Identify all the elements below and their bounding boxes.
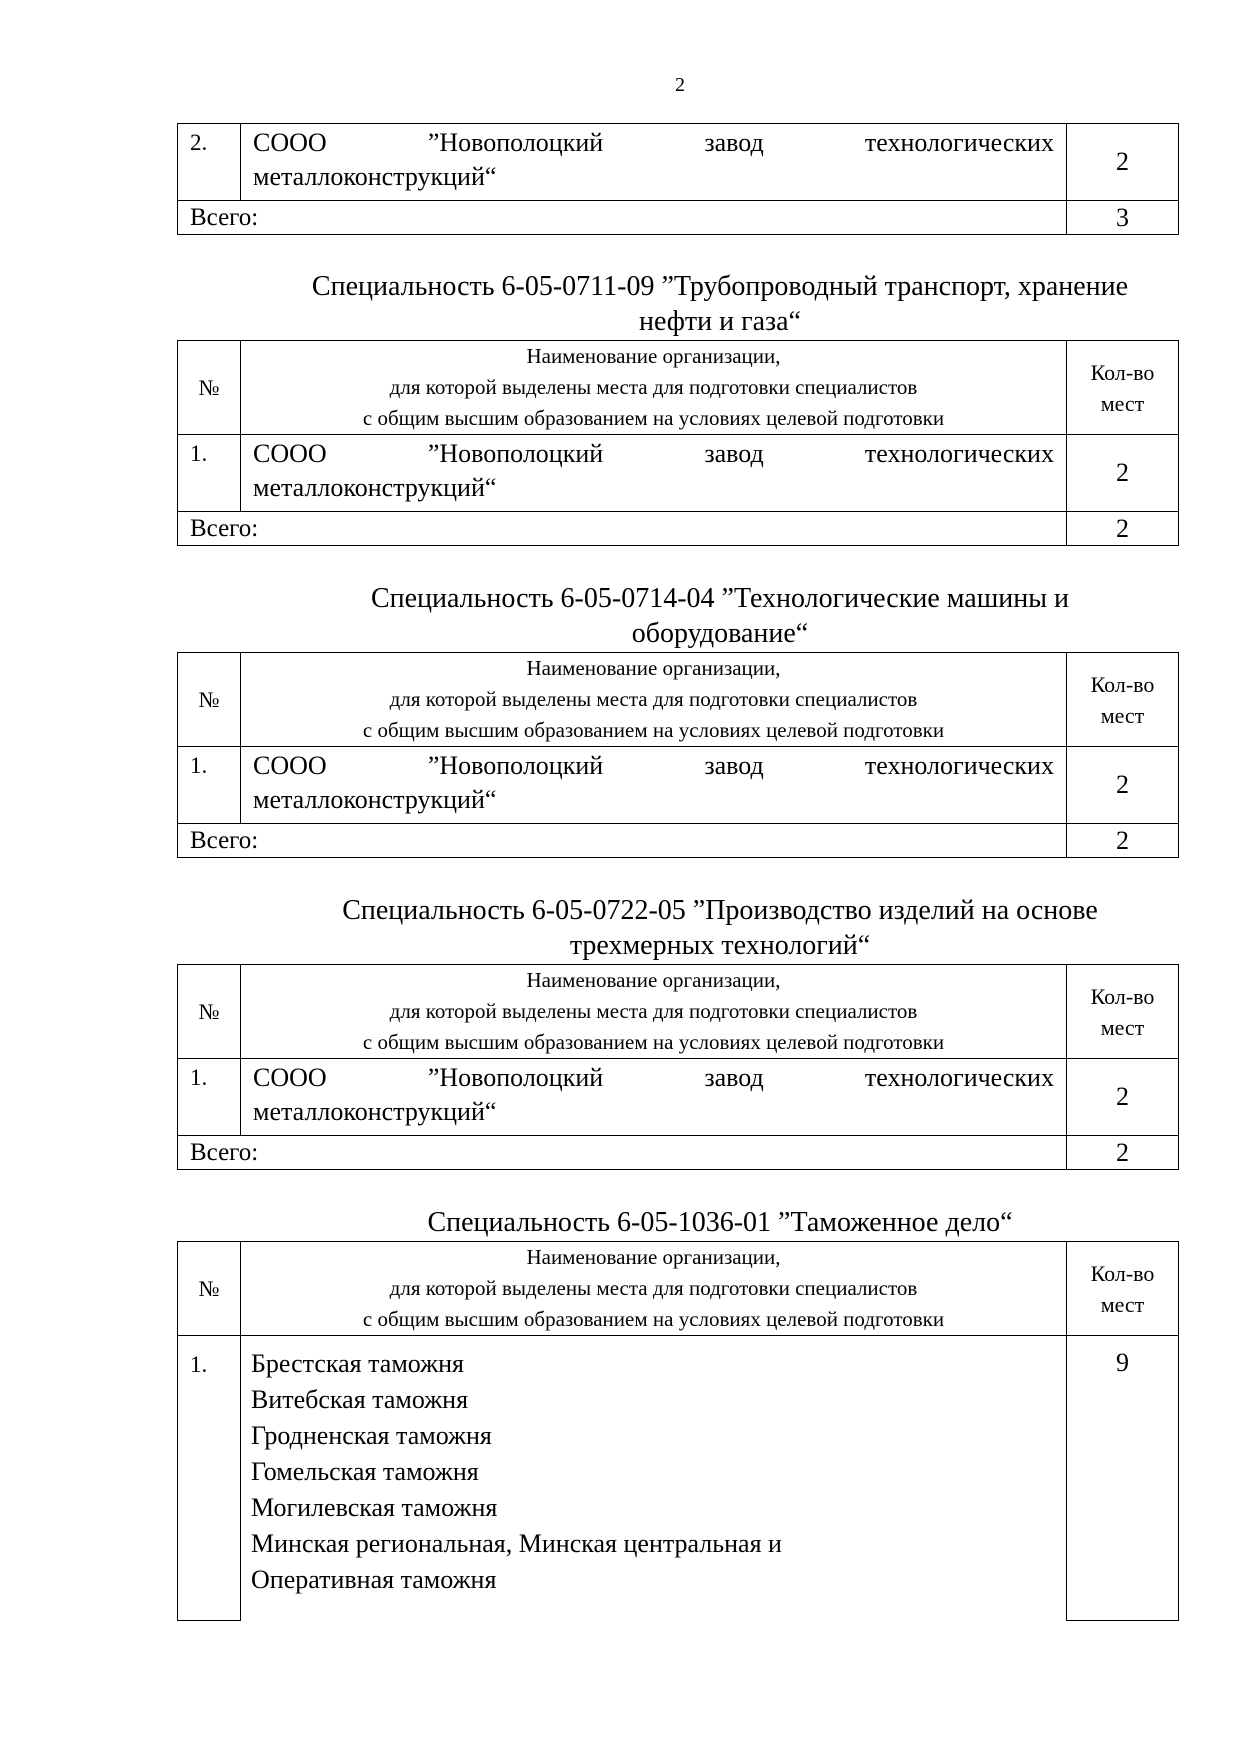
row-number: 1. [178, 1059, 241, 1136]
total-row [178, 201, 1179, 235]
header-line: мест [1100, 1014, 1145, 1040]
org-line-2: металлоконструкций“ [253, 785, 497, 814]
list-item: Могилевская таможня [251, 1493, 498, 1522]
org-word: ”Новополоцкий [427, 751, 604, 780]
section-title-line-2: нефти и газа“ [639, 306, 801, 337]
section-table-block [177, 652, 1178, 858]
section-table [177, 964, 1179, 1170]
total-row [178, 1136, 1179, 1170]
section-table-block [177, 340, 1178, 546]
list-item: Гродненская таможня [251, 1421, 492, 1450]
org-word: технологических [864, 751, 1054, 780]
header-num: № [178, 965, 241, 1059]
header-line: Кол-во [1090, 983, 1155, 1009]
places-count: 2 [1067, 747, 1179, 824]
row-number: 1. [178, 1336, 241, 1621]
org-word: ”Новополоцкий [427, 439, 604, 468]
section-title-line-1: Специальность 6-05-0711-09 ”Трубопроводный транспорт, хранение [311, 271, 1129, 302]
header-line: с общим высшим образованием на условиях целевой подготовки [362, 406, 945, 430]
header-line: Наименование организации, [526, 344, 781, 368]
table-header-row [178, 341, 1179, 435]
org-word: технологических [864, 1063, 1054, 1092]
table-header-row [178, 1242, 1179, 1336]
row-number: 2. [178, 124, 241, 201]
customs-table-block [177, 1241, 1178, 1621]
customs-table [177, 1241, 1179, 1621]
total-value: 2 [1067, 1136, 1179, 1170]
org-word: ”Новополоцкий [427, 128, 604, 157]
org-line-2: металлоконструкций“ [253, 162, 497, 191]
total-label: Всего: [178, 824, 1067, 858]
section-title [250, 1205, 1190, 1240]
total-row [178, 512, 1179, 546]
section-title [250, 269, 1190, 339]
section-title-line-2: трехмерных технологий“ [569, 930, 871, 961]
org-word: ”Новополоцкий [427, 1063, 604, 1092]
header-line: Наименование организации, [526, 656, 781, 680]
table-row [178, 124, 1179, 201]
header-line: мест [1100, 390, 1145, 416]
continuation-table-block [177, 123, 1178, 235]
header-line: для которой выделены места для подготовки специалистов [389, 375, 918, 399]
header-org-name [241, 341, 1067, 435]
total-label: Всего: [178, 1136, 1067, 1170]
row-number: 1. [178, 435, 241, 512]
section-title-line-2: оборудование“ [631, 618, 809, 649]
table-row [178, 1336, 1179, 1621]
places-count: 9 [1067, 1336, 1179, 1621]
header-line: с общим высшим образованием на условиях целевой подготовки [362, 1307, 945, 1331]
total-label: Всего: [178, 512, 1067, 546]
header-line: Наименование организации, [526, 968, 781, 992]
page-number: 2 [675, 74, 685, 96]
total-value: 2 [1067, 824, 1179, 858]
header-line: Кол-во [1090, 671, 1155, 697]
org-line-2: металлоконструкций“ [253, 473, 497, 502]
total-value: 3 [1067, 201, 1179, 235]
places-count: 2 [1067, 435, 1179, 512]
organization-name [241, 1059, 1067, 1136]
header-line: для которой выделены места для подготовки специалистов [389, 1276, 918, 1300]
header-line: для которой выделены места для подготовки специалистов [389, 687, 918, 711]
customs-list [241, 1336, 1067, 1621]
header-qty [1067, 1242, 1179, 1336]
row-number: 1. [178, 747, 241, 824]
section-title [250, 581, 1190, 651]
section-title-line-1: Специальность 6-05-0722-05 ”Производство изделий на основе [342, 895, 1098, 926]
header-qty [1067, 341, 1179, 435]
places-count: 2 [1067, 1059, 1179, 1136]
list-item: Витебская таможня [251, 1385, 469, 1414]
org-word: завод [704, 751, 764, 780]
header-line: мест [1100, 702, 1145, 728]
header-line: с общим высшим образованием на условиях целевой подготовки [362, 1030, 945, 1054]
continuation-table [177, 123, 1179, 235]
list-item: Гомельская таможня [251, 1457, 479, 1486]
table-row [178, 1059, 1179, 1136]
total-row [178, 824, 1179, 858]
table-header-row [178, 653, 1179, 747]
section-title [250, 893, 1190, 963]
org-word: СООО [253, 751, 327, 780]
list-item: Брестская таможня [251, 1349, 464, 1378]
header-line: с общим высшим образованием на условиях целевой подготовки [362, 718, 945, 742]
org-word: технологических [864, 128, 1054, 157]
organization-name [241, 124, 1067, 201]
section-title-line-1: Специальность 6-05-0714-04 ”Технологические машины и [370, 583, 1070, 614]
organization-name [241, 435, 1067, 512]
header-qty [1067, 653, 1179, 747]
places-count: 2 [1067, 124, 1179, 201]
header-num: № [178, 653, 241, 747]
header-org-name [241, 653, 1067, 747]
header-line: мест [1100, 1291, 1145, 1317]
organization-name [241, 747, 1067, 824]
org-line-2: металлоконструкций“ [253, 1097, 497, 1126]
total-value: 2 [1067, 512, 1179, 546]
org-word: СООО [253, 1063, 327, 1092]
org-word: технологических [864, 439, 1054, 468]
list-item: Минская региональная, Минская центральная и [251, 1529, 782, 1558]
header-num: № [178, 1242, 241, 1336]
section-title-line-1: Специальность 6-05-1036-01 ”Таможенное дело“ [427, 1207, 1013, 1238]
table-row [178, 747, 1179, 824]
table-header-row [178, 965, 1179, 1059]
org-word: завод [704, 1063, 764, 1092]
header-qty [1067, 965, 1179, 1059]
org-word: завод [704, 128, 764, 157]
total-label: Всего: [178, 201, 1067, 235]
org-word: СООО [253, 128, 327, 157]
section-table-block [177, 964, 1178, 1170]
table-row [178, 435, 1179, 512]
header-line: Кол-во [1090, 359, 1155, 385]
header-line: Наименование организации, [526, 1245, 781, 1269]
org-word: СООО [253, 439, 327, 468]
header-org-name [241, 1242, 1067, 1336]
header-line: для которой выделены места для подготовки специалистов [389, 999, 918, 1023]
org-word: завод [704, 439, 764, 468]
header-num: № [178, 341, 241, 435]
list-item: Оперативная таможня [251, 1565, 497, 1594]
section-table [177, 652, 1179, 858]
section-table [177, 340, 1179, 546]
header-line: Кол-во [1090, 1260, 1155, 1286]
header-org-name [241, 965, 1067, 1059]
